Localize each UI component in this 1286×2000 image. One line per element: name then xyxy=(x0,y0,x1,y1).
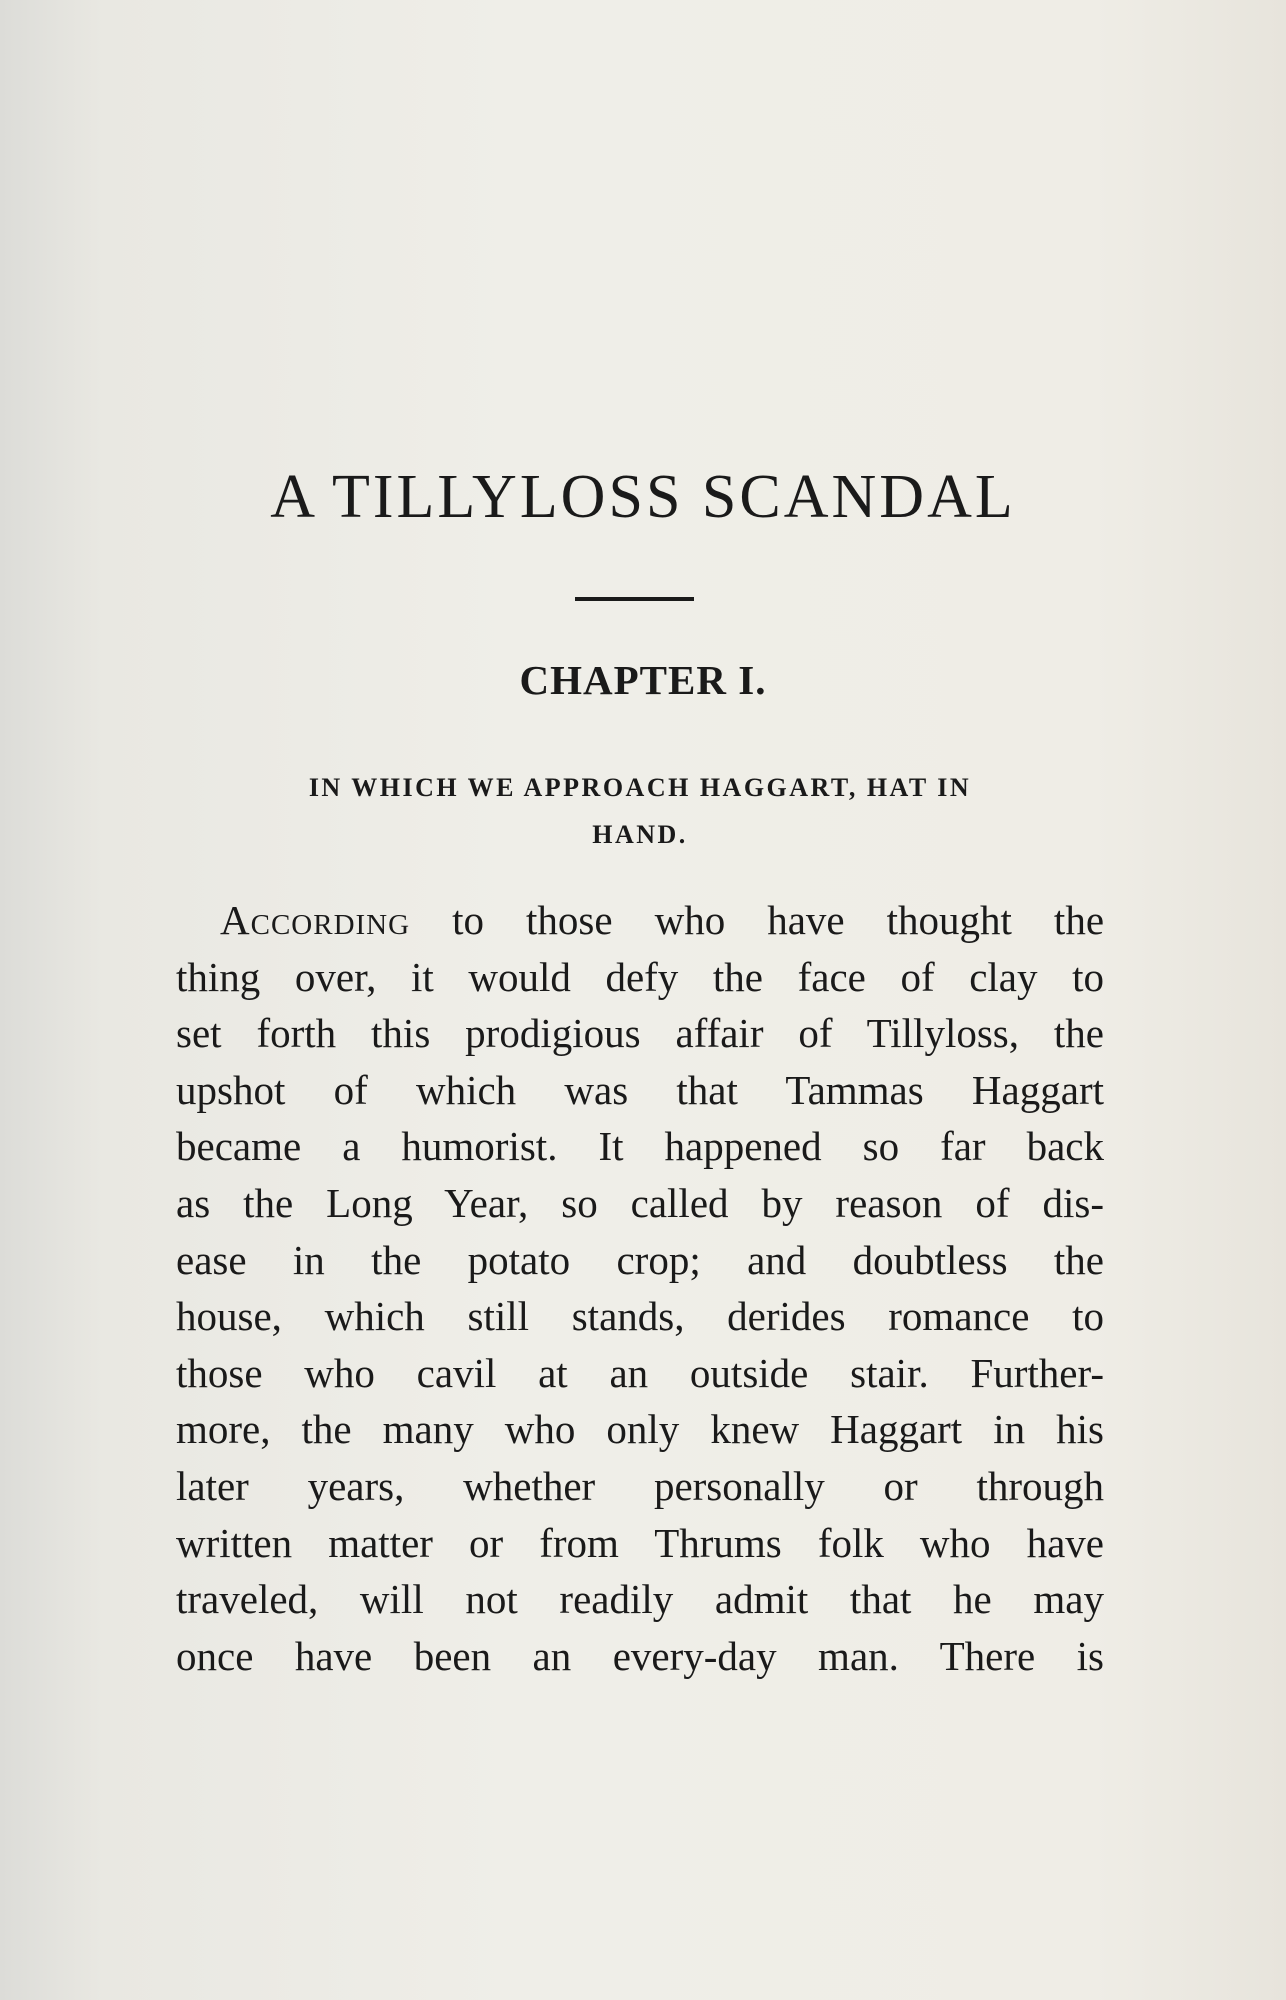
body-line-14: once have been an every-day man. There is xyxy=(176,1632,1104,1679)
title-rule xyxy=(575,597,694,601)
body-line-13: traveled, will not readily admit that he may xyxy=(176,1576,1104,1623)
body-line-7: ease in the potato crop; and doubtless the xyxy=(176,1236,1104,1283)
body-line-12: written matter or from Thrums folk who have xyxy=(176,1519,1104,1566)
body-line-4: upshot of which was that Tammas Haggart xyxy=(176,1066,1104,1113)
body-line-6: as the Long Year, so called by reason of dis- xyxy=(176,1179,1104,1226)
body-line-8: house, which still stands, derides romance to xyxy=(176,1293,1104,1340)
body-line-11: later years, whether personally or through xyxy=(176,1462,1104,1509)
body-line-5: became a humorist. It happened so far back xyxy=(176,1123,1104,1170)
body-line-1 xyxy=(176,892,1104,949)
chapter-heading: CHAPTER I. xyxy=(519,657,767,703)
body-line-3: set forth this prodigious affair of Tillyloss, the xyxy=(176,1010,1104,1057)
drop-word: According xyxy=(220,897,411,943)
chapter-subtitle xyxy=(190,764,1090,858)
body-text xyxy=(176,892,1104,1684)
subtitle-line-1: IN WHICH WE APPROACH HAGGART, HAT IN xyxy=(308,773,972,802)
story-title: A TILLYLOSS SCANDAL xyxy=(270,463,1016,531)
body-line-9: those who cavil at an outside stair. Further- xyxy=(176,1349,1104,1396)
body-line-10: more, the many who only knew Haggart in his xyxy=(176,1406,1104,1453)
subtitle-line-2: HAND. xyxy=(592,820,688,849)
body-line-2: thing over, it would defy the face of clay to xyxy=(176,953,1104,1000)
body-line-1-text: to those who have thought the xyxy=(452,897,1105,943)
